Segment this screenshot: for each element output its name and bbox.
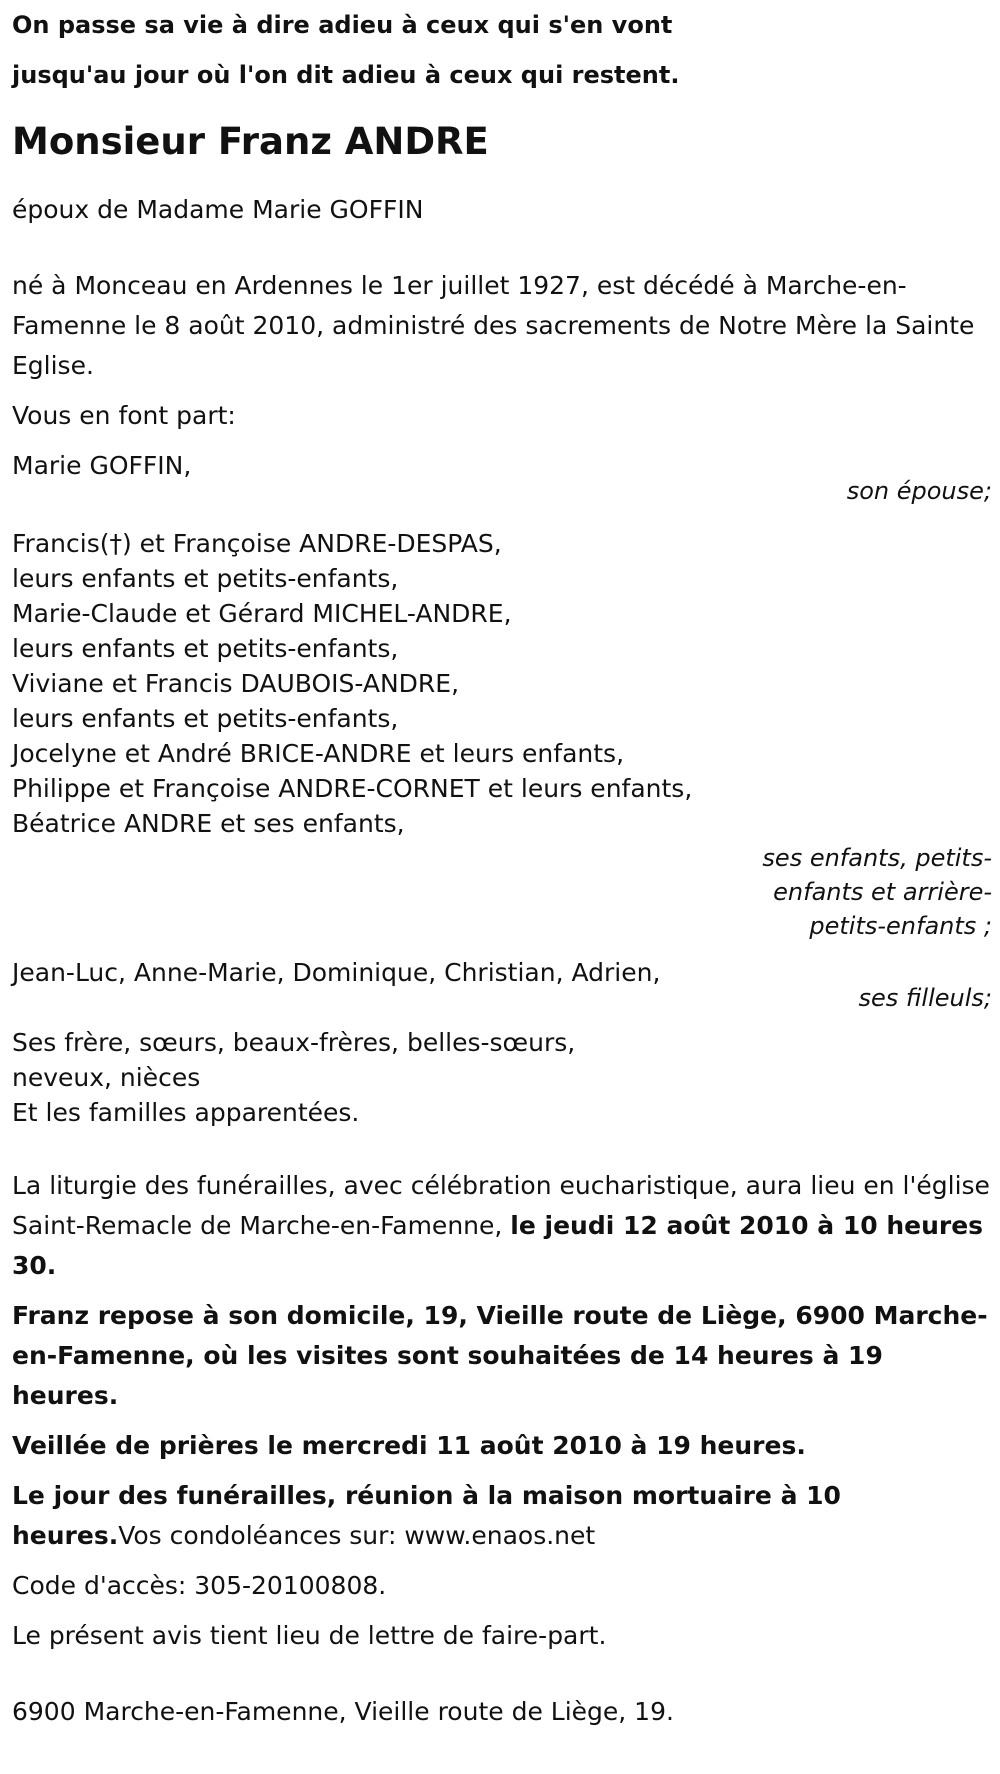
widow-name: Marie GOFFIN, xyxy=(12,451,192,480)
children-line: leurs enfants et petits-enfants, xyxy=(12,564,399,593)
siblings-line: Et les familles apparentées. xyxy=(12,1098,360,1127)
children-role xyxy=(732,841,992,943)
children-role-line: ses enfants, petits- xyxy=(762,844,992,872)
birth-death-paragraph: né à Monceau en Ardennes le 1er juillet 1927, est décédé à Marche-en-Famenne le 8 août 2010, administré des sacrements de Notre Mère la Sainte Eglise. xyxy=(12,271,975,380)
access-code: Code d'accès: 305-20100808. xyxy=(12,1571,387,1600)
children-line: Viviane et Francis DAUBOIS-ANDRE, xyxy=(12,669,460,698)
children-line: Béatrice ANDRE et ses enfants, xyxy=(12,809,405,838)
siblings-line: neveux, nièces xyxy=(12,1063,201,1092)
children-role-line: enfants et arrière- xyxy=(773,878,992,906)
children-list xyxy=(12,526,992,841)
funeral-day-text: Le jour des funérailles, réunion à la maison mortuaire à 10 heures. xyxy=(12,1481,841,1550)
children-line: Jocelyne et André BRICE-ANDRE et leurs enfants, xyxy=(12,739,625,768)
liturgy-date: le jeudi 12 août 2010 à 10 heures 30. xyxy=(12,1211,984,1280)
quote-line-1: On passe sa vie à dire adieu à ceux qui s'en vont xyxy=(12,11,673,39)
liturgy-paragraph xyxy=(12,1166,992,1286)
obituary-content xyxy=(12,0,992,1732)
quote-block xyxy=(12,0,992,100)
widow-role: son épouse; xyxy=(846,477,992,505)
address-line: 6900 Marche-en-Famenne, Vieille route de Liège, 19. xyxy=(12,1697,674,1726)
deceased-name: Monsieur Franz ANDRE xyxy=(12,120,489,163)
notice-line: Le présent avis tient lieu de lettre de faire-part. xyxy=(12,1621,607,1650)
liturgy-text: La liturgie des funérailles, avec célébration eucharistique, aura lieu en l'église Saint-Remacle de Marche-en-Famenne, xyxy=(12,1171,990,1240)
rest-paragraph: Franz repose à son domicile, 19, Vieille route de Liège, 6900 Marche-en-Famenne, où les visites sont souhaitées de 14 heures à 19 heures. xyxy=(12,1301,988,1410)
quote-line-2: jusqu'au jour où l'on dit adieu à ceux qui restent. xyxy=(12,61,680,89)
children-line: leurs enfants et petits-enfants, xyxy=(12,634,399,663)
condolences-text: Vos condoléances sur: www.enaos.net xyxy=(118,1521,596,1550)
announcers-intro: Vous en font part: xyxy=(12,401,236,430)
siblings-list xyxy=(12,1025,992,1130)
children-line: Francis(†) et Françoise ANDRE-DESPAS, xyxy=(12,529,502,558)
godchildren-role: ses filleuls; xyxy=(858,984,992,1012)
godchildren-names: Jean-Luc, Anne-Marie, Dominique, Christian, Adrien, xyxy=(12,958,661,987)
funeral-day-paragraph xyxy=(12,1476,992,1556)
vigil-paragraph: Veillée de prières le mercredi 11 août 2010 à 19 heures. xyxy=(12,1431,806,1460)
spouse-line: époux de Madame Marie GOFFIN xyxy=(12,195,424,224)
children-role-line: petits-enfants ; xyxy=(809,912,992,940)
children-line: leurs enfants et petits-enfants, xyxy=(12,704,399,733)
children-line: Philippe et Françoise ANDRE-CORNET et leurs enfants, xyxy=(12,774,693,803)
children-line: Marie-Claude et Gérard MICHEL-ANDRE, xyxy=(12,599,512,628)
siblings-line: Ses frère, sœurs, beaux-frères, belles-sœurs, xyxy=(12,1028,576,1057)
